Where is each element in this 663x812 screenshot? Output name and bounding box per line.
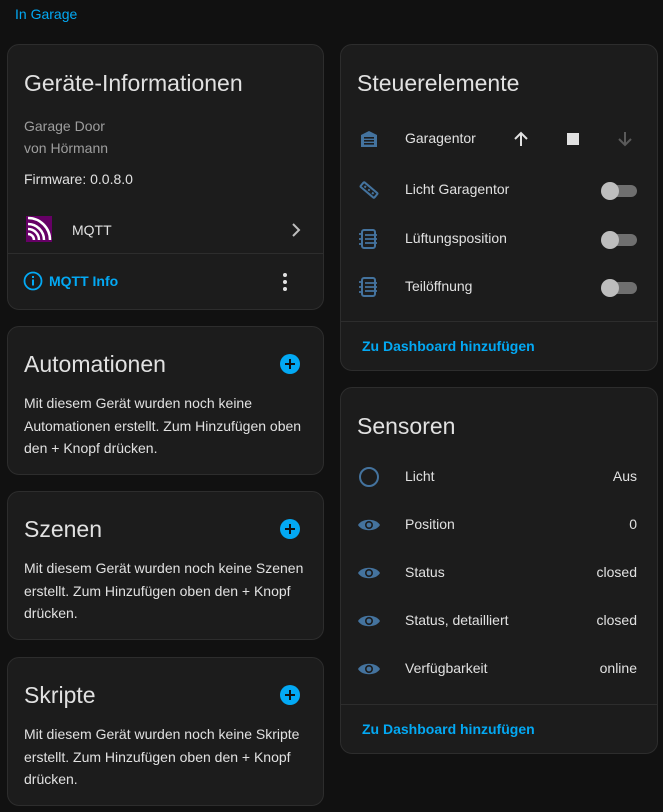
arrow-down-icon[interactable] [613,127,637,151]
control-name: Licht Garagentor [405,181,510,197]
automations-empty-text: Mit diesem Gerät wurden noch keine Automationen erstellt. Zum Hinzufügen oben den + Knopf drücken. [24,395,302,456]
sensor-value: 0 [629,516,637,532]
integration-name: MQTT [72,222,112,238]
scenes-card [7,491,324,640]
toggle-switch[interactable] [601,182,637,198]
light-strip-icon [357,178,381,202]
sensors-add-to-dashboard-link[interactable]: Zu Dashboard hinzufügen [362,721,535,737]
arrow-up-icon[interactable] [509,127,533,151]
garage-icon [357,127,381,151]
sensor-value: closed [596,564,637,580]
sensor-value: closed [596,612,637,628]
mqtt-logo-icon [26,216,52,242]
sensor-value: online [599,660,637,676]
sensor-row-position[interactable] [341,505,657,545]
control-row-lueftungsposition[interactable] [341,219,657,259]
add-script-button[interactable] [280,685,300,705]
sensors-title: Sensoren [357,413,456,439]
scripts-card [7,657,324,806]
device-manufacturer: von Hörmann [24,140,109,156]
automations-card [7,326,324,475]
add-scene-button[interactable] [280,519,300,539]
vent-icon [357,275,381,299]
control-name: Lüftungsposition [405,230,507,246]
integration-row-mqtt[interactable] [8,208,323,252]
sensor-name: Status, detailliert [405,612,509,628]
controls-add-to-dashboard-link[interactable]: Zu Dashboard hinzufügen [362,338,535,354]
info-icon [23,271,43,291]
circle-outline-icon [357,465,381,489]
device-model: Garage Door [24,118,105,134]
sensor-row-verfuegbarkeit[interactable] [341,649,657,689]
control-name: Garagentor [405,130,476,146]
sensor-row-status-detailliert[interactable] [341,601,657,641]
toggle-switch[interactable] [601,279,637,295]
sensors-card [340,387,658,754]
controls-title: Steuerelemente [357,70,520,96]
controls-card [340,44,658,371]
plus-icon [284,523,296,535]
sensor-value: Aus [612,468,637,484]
scripts-empty-text: Mit diesem Gerät wurden noch keine Skripte erstellt. Zum Hinzufügen oben den + Knopf drücken. [24,726,300,787]
control-row-licht-garagentor[interactable] [341,170,657,210]
divider [341,704,657,705]
eye-icon [357,657,381,681]
device-info-title: Geräte-Informationen [24,70,243,96]
eye-icon [357,561,381,585]
mqtt-info-label: MQTT Info [49,273,119,289]
vent-icon [357,227,381,251]
breadcrumb[interactable]: In Garage [15,6,78,22]
divider [341,321,657,322]
scripts-title: Skripte [24,682,96,708]
automations-title: Automationen [24,351,166,377]
sensor-row-status[interactable] [341,553,657,593]
eye-icon [357,513,381,537]
sensor-name: Position [405,516,455,532]
plus-icon [284,689,296,701]
scenes-empty-text: Mit diesem Gerät wurden noch keine Szenen erstellt. Zum Hinzufügen oben den + Knopf drücken. [24,560,304,621]
sensor-name: Licht [405,468,435,484]
stop-icon[interactable] [561,127,585,151]
sensor-name: Verfügbarkeit [405,660,488,676]
sensor-name: Status [405,564,445,580]
divider [8,253,323,254]
more-vert-icon[interactable] [282,272,288,292]
eye-icon [357,609,381,633]
control-row-teiloeffnung[interactable] [341,267,657,307]
add-automation-button[interactable] [280,354,300,374]
chevron-right-icon [291,222,301,238]
toggle-switch[interactable] [601,231,637,247]
sensor-row-licht[interactable] [341,457,657,497]
device-info-card [7,44,324,310]
device-firmware: Firmware: 0.0.8.0 [24,171,133,187]
plus-icon [284,358,296,370]
scenes-title: Szenen [24,516,103,542]
control-name: Teilöffnung [405,278,473,294]
control-row-garagentor[interactable] [341,119,657,159]
